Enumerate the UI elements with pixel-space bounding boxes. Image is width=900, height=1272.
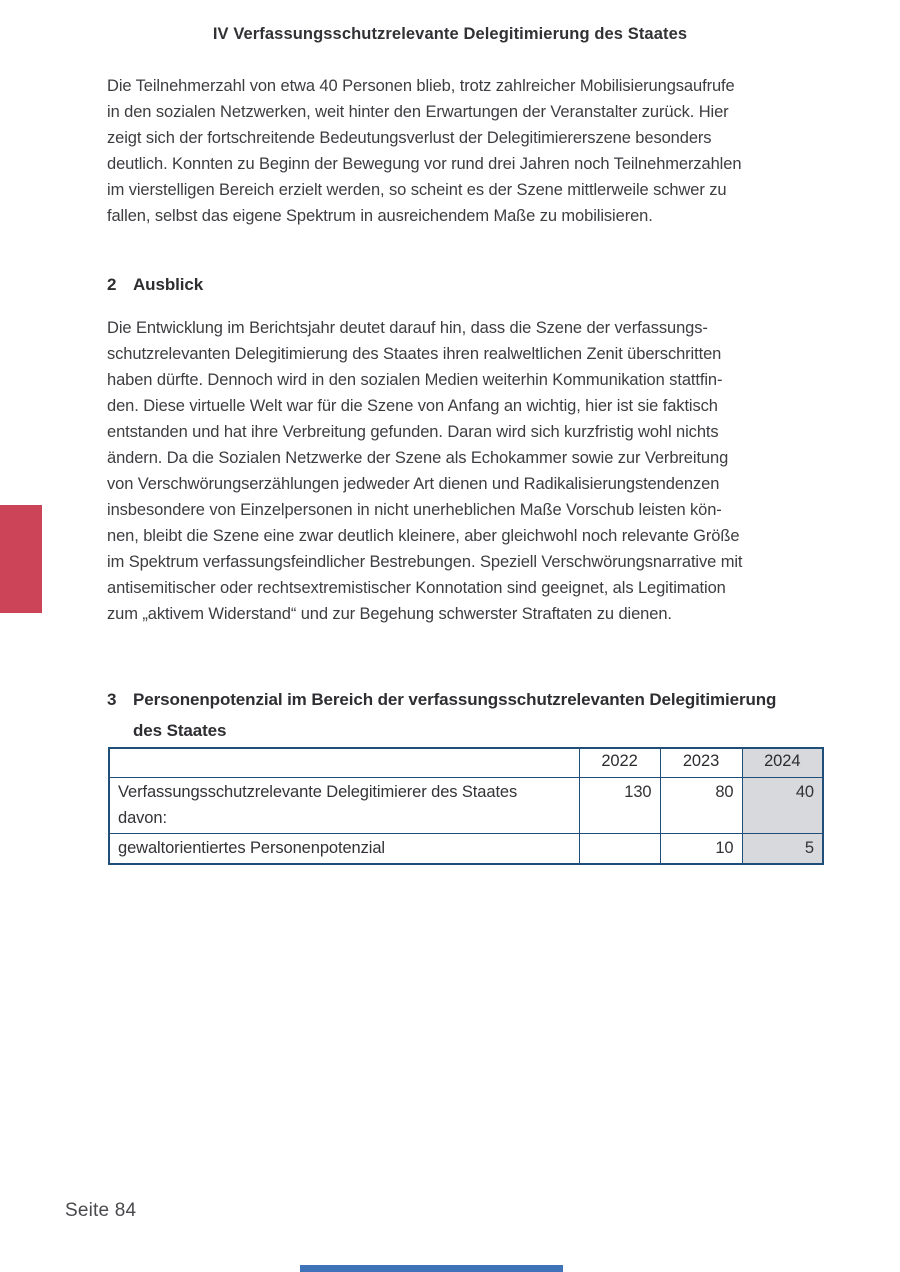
text-line: Die Entwicklung im Berichtsjahr deutet darauf hin, dass die Szene der verfassungs-	[107, 319, 708, 337]
text-line: haben dürfte. Dennoch wird in den sozialen Medien weiterhin Kommunikation stattfin-	[107, 371, 723, 389]
table-header-2023: 2023	[660, 748, 742, 778]
text-line: ändern. Da die Sozialen Netzwerke der Szene als Echokammer sowie zur Verbreitung	[107, 449, 729, 467]
text-line: Personenpotenzial im Bereich der verfassungsschutzrelevanten Delegitimierung	[133, 690, 777, 709]
bottom-indicator-bar	[300, 1265, 563, 1272]
section-number: 3	[107, 690, 117, 709]
table-header-2022: 2022	[579, 748, 660, 778]
chapter-tab-marker	[0, 505, 42, 613]
text-line: gewaltorientiertes Personenpotenzial	[118, 839, 385, 857]
table-row	[109, 778, 823, 834]
text-line: schutzrelevanten Delegitimierung des Staates ihren realweltlichen Zenit überschritten	[107, 345, 722, 363]
table-header-empty	[109, 748, 579, 778]
row-label-delegitimierer	[109, 778, 579, 834]
cell-2023: 80	[660, 778, 742, 834]
page-title: IV Verfassungsschutzrelevante Delegitimierung des Staates	[212, 25, 688, 43]
cell-2023: 10	[660, 834, 742, 865]
table-row	[109, 834, 823, 865]
section-title	[133, 684, 776, 746]
text-line: in den sozialen Netzwerken, weit hinter den Erwartungen der Veranstalter zurück. Hier	[107, 103, 729, 121]
row-label-gewaltorientiert	[109, 834, 579, 865]
personenpotenzial-table	[108, 747, 824, 865]
text-line: insbesondere von Einzelpersonen in nicht unerheblichen Maße Vorschub leisten kön-	[107, 501, 722, 519]
cell-2024: 5	[742, 834, 823, 865]
intro-paragraph	[107, 73, 741, 229]
table-header-row	[109, 748, 823, 778]
text-line: im Spektrum verfassungsfeindlicher Bestrebungen. Speziell Verschwörungsnarrative mit	[107, 553, 743, 571]
text-line: Die Teilnehmerzahl von etwa 40 Personen blieb, trotz zahlreicher Mobilisierungsaufrufe	[107, 77, 735, 95]
section-heading-personenpotenzial	[107, 684, 776, 746]
cell-2022: 130	[579, 778, 660, 834]
text-line: zeigt sich der fortschreitende Bedeutungsverlust der Delegitimiererszene besonders	[107, 129, 712, 147]
table-header-2024: 2024	[742, 748, 823, 778]
text-line: im vierstelligen Bereich erzielt werden, so scheint es der Szene mittlerweile schwer zu	[107, 181, 727, 199]
text-line: antisemitischer oder rechtsextremistischer Konnotation sind geeignet, als Legitimation	[107, 579, 726, 597]
text-line: fallen, selbst das eigene Spektrum in ausreichendem Maße zu mobilisieren.	[107, 207, 653, 225]
ausblick-paragraph	[107, 315, 742, 627]
text-line: zum „aktivem Widerstand“ und zur Begehung schwerster Straftaten zu dienen.	[107, 605, 672, 623]
cell-2024: 40	[742, 778, 823, 834]
text-line: davon:	[118, 809, 167, 827]
text-line: Verfassungsschutzrelevante Delegitimierer des Staates	[118, 783, 518, 801]
text-line: des Staates	[133, 721, 227, 740]
text-line: deutlich. Konnten zu Beginn der Bewegung vor rund drei Jahren noch Teilnehmerzahlen	[107, 155, 742, 173]
cell-2022	[579, 834, 660, 865]
text-line: den. Diese virtuelle Welt war für die Szene von Anfang an wichtig, hier ist sie faktisch	[107, 397, 718, 415]
page-number: Seite 84	[65, 1200, 137, 1221]
section-title: Ausblick	[133, 275, 204, 294]
text-line: entstanden und hat ihre Verbreitung gefunden. Daran wird sich kurzfristig wohl nichts	[107, 423, 719, 441]
text-line: von Verschwörungserzählungen jedweder Art dienen und Radikalisierungstendenzen	[107, 475, 720, 493]
text-line: nen, bleibt die Szene eine zwar deutlich kleinere, aber gleichwohl noch relevante Größe	[107, 527, 740, 545]
section-number: 2	[107, 275, 117, 294]
section-heading-ausblick	[107, 275, 203, 295]
